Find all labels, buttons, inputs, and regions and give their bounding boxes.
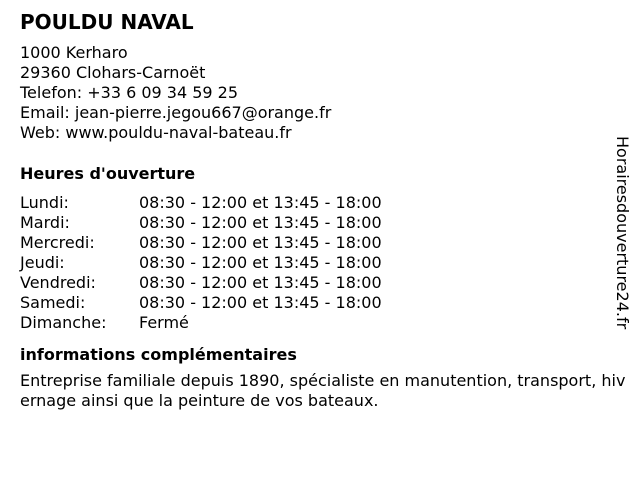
info-description: Entreprise familiale depuis 1890, spécialiste en manutention, transport, hivernage ainsi que la peinture de vos bateaux.: [20, 371, 626, 410]
time-value: 08:30 - 12:00 et 13:45 - 18:00: [139, 253, 382, 272]
hours-row-friday: [20, 273, 615, 293]
day-label: Vendredi:: [20, 273, 96, 292]
web-line: Web: www.pouldu-naval-bateau.fr: [20, 123, 292, 142]
hours-row-thursday: [20, 253, 615, 273]
hours-row-monday: [20, 193, 615, 213]
address-line-street: 1000 Kerharo: [20, 43, 128, 62]
time-value: 08:30 - 12:00 et 13:45 - 18:00: [139, 273, 382, 292]
phone-line: Telefon: +33 6 09 34 59 25: [20, 83, 239, 102]
day-label: Mardi:: [20, 213, 70, 232]
day-label: Samedi:: [20, 293, 86, 312]
time-value: 08:30 - 12:00 et 13:45 - 18:00: [139, 213, 382, 232]
time-value: Fermé: [139, 313, 189, 332]
hours-row-tuesday: [20, 213, 615, 233]
day-label: Jeudi:: [20, 253, 65, 272]
contact-block: [20, 43, 615, 143]
hours-row-sunday: [20, 313, 615, 333]
day-label: Dimanche:: [20, 313, 107, 332]
time-value: 08:30 - 12:00 et 13:45 - 18:00: [139, 233, 382, 252]
hours-row-saturday: [20, 293, 615, 313]
time-value: 08:30 - 12:00 et 13:45 - 18:00: [139, 193, 382, 212]
business-name: POULDU NAVAL: [20, 10, 194, 34]
address-line-city: 29360 Clohars-Carnoët: [20, 63, 206, 82]
email-line: Email: jean-pierre.jegou667@orange.fr: [20, 103, 332, 122]
day-label: Mercredi:: [20, 233, 95, 252]
hours-row-wednesday: [20, 233, 615, 253]
site-watermark: Horairesdouverture24.fr: [613, 136, 632, 330]
time-value: 08:30 - 12:00 et 13:45 - 18:00: [139, 293, 382, 312]
info-heading: informations complémentaires: [20, 345, 297, 364]
hours-table: [20, 193, 615, 333]
hours-heading: Heures d'ouverture: [20, 164, 196, 183]
day-label: Lundi:: [20, 193, 69, 212]
